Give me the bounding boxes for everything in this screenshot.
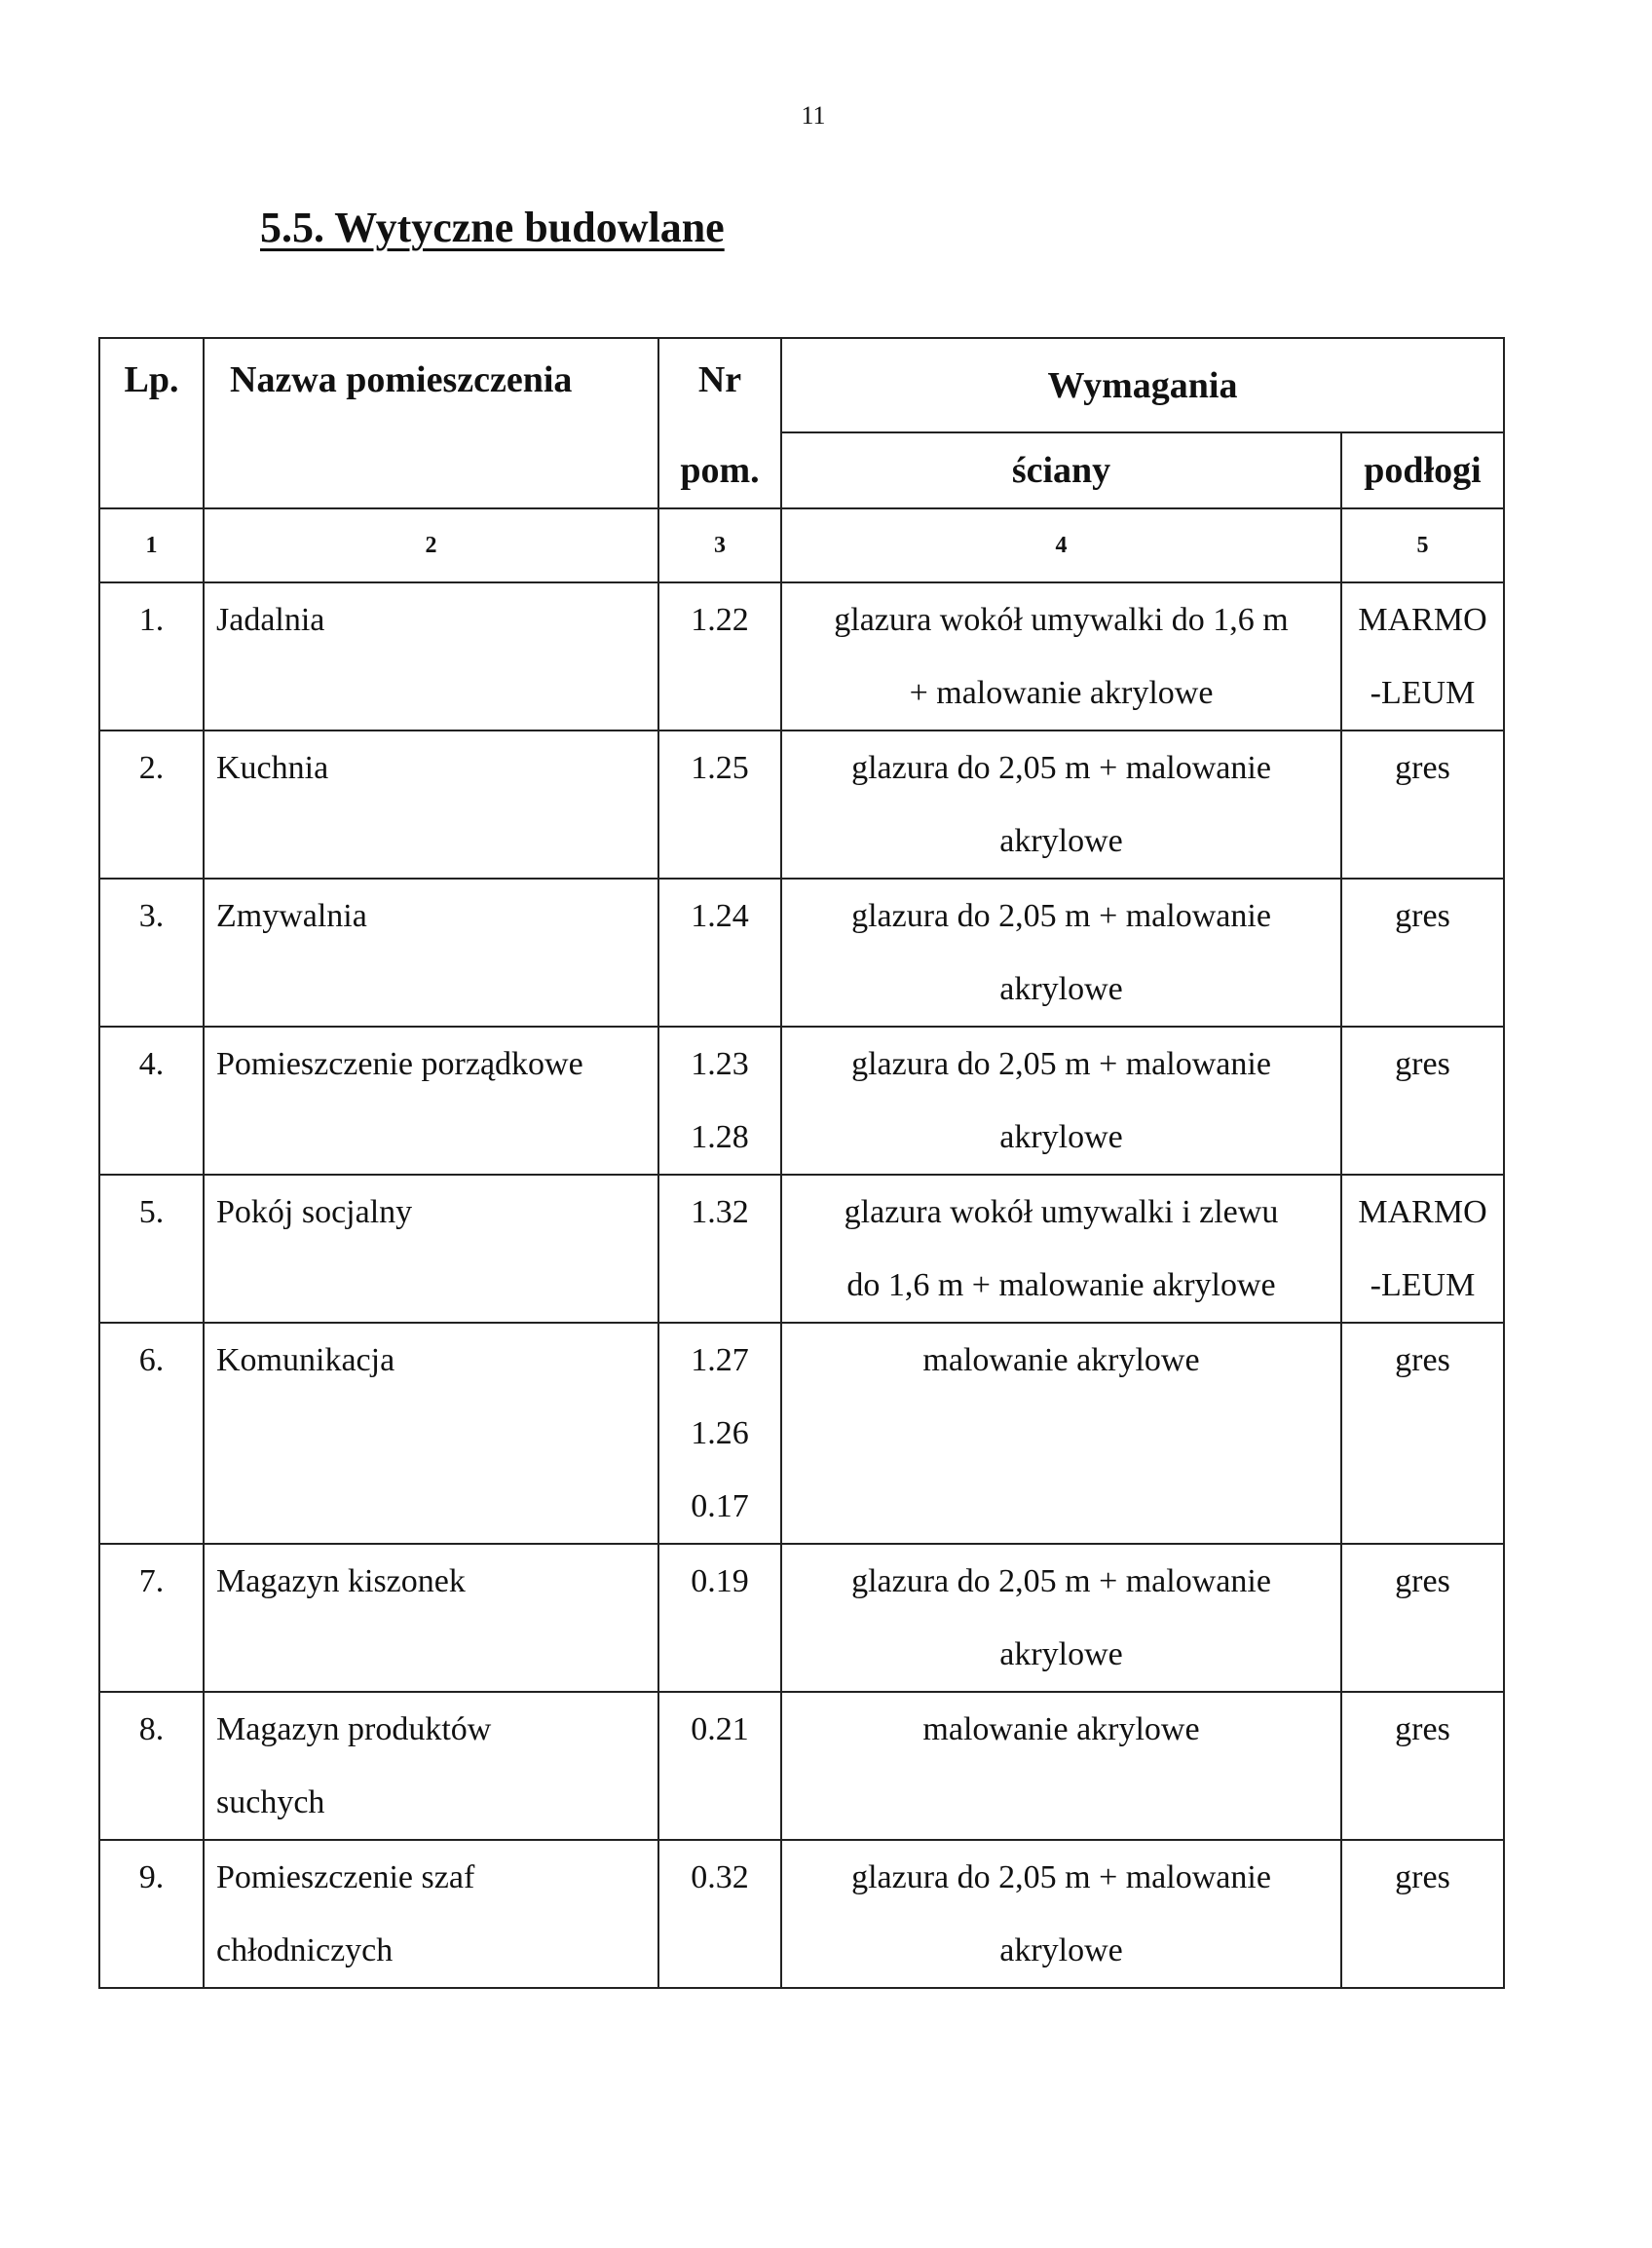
room-name-cell: [204, 731, 658, 879]
header-requirements: Wymagania: [781, 338, 1504, 432]
row-number: 2.: [138, 750, 165, 786]
room-number: 1.28: [691, 1119, 749, 1155]
table-row: [99, 1323, 1504, 1544]
floor-requirement-cell: [1341, 1175, 1504, 1323]
room-number: 0.17: [691, 1488, 749, 1524]
header-walls: ściany: [781, 432, 1341, 508]
table-row: [99, 1544, 1504, 1692]
room-number-cell: [658, 731, 781, 879]
table-row: [99, 1027, 1504, 1175]
room-number-cell: [658, 1692, 781, 1840]
row-number-cell: [99, 1692, 204, 1840]
room-name-cell: [204, 1175, 658, 1323]
room-name: suchych: [216, 1784, 325, 1820]
wall-requirement: malowanie akrylowe: [922, 1711, 1200, 1747]
row-number: 9.: [138, 1859, 165, 1895]
wall-requirement: glazura wokół umywalki do 1,6 m: [834, 602, 1289, 638]
room-name-cell: [204, 879, 658, 1027]
header-room-number-suffix: pom.: [658, 432, 781, 508]
header-floors: podłogi: [1341, 432, 1504, 508]
wall-requirement-cell: [781, 1840, 1341, 1988]
floor-requirement: gres: [1395, 1046, 1450, 1082]
column-number: 3: [658, 508, 781, 582]
room-name: Pomieszczenie szaf: [216, 1859, 475, 1895]
floor-requirement-cell: [1341, 1840, 1504, 1988]
table-row: [99, 1692, 1504, 1840]
row-number-cell: [99, 1323, 204, 1544]
wall-requirement: + malowanie akrylowe: [909, 675, 1214, 711]
room-name: Magazyn kiszonek: [216, 1563, 466, 1599]
room-number-cell: [658, 1323, 781, 1544]
wall-requirement: glazura wokół umywalki i zlewu: [844, 1194, 1279, 1230]
table-row: [99, 582, 1504, 731]
floor-requirement: gres: [1395, 1563, 1450, 1599]
wall-requirement: glazura do 2,05 m + malowanie: [851, 1563, 1271, 1599]
wall-requirement: akrylowe: [999, 1636, 1123, 1672]
row-number: 8.: [138, 1711, 165, 1747]
room-name-cell: [204, 1544, 658, 1692]
room-name-cell: [204, 1840, 658, 1988]
wall-requirement: glazura do 2,05 m + malowanie: [851, 898, 1271, 934]
header-room-number: Nr: [658, 338, 781, 432]
room-number-cell: [658, 879, 781, 1027]
wall-requirement: akrylowe: [999, 823, 1123, 859]
column-number: 2: [204, 508, 658, 582]
room-number: 1.22: [691, 602, 749, 638]
column-number: 5: [1341, 508, 1504, 582]
floor-requirement-cell: [1341, 879, 1504, 1027]
wall-requirement-cell: [781, 1323, 1341, 1544]
row-number: 5.: [138, 1194, 165, 1230]
room-name-cell: [204, 582, 658, 731]
floor-requirement-cell: [1341, 731, 1504, 879]
floor-requirement-cell: [1341, 1323, 1504, 1544]
floor-requirement-cell: [1341, 582, 1504, 731]
room-name-cell: [204, 1027, 658, 1175]
room-name: Komunikacja: [216, 1342, 395, 1378]
row-number-cell: [99, 1175, 204, 1323]
wall-requirement-cell: [781, 1544, 1341, 1692]
floor-requirement: -LEUM: [1370, 675, 1476, 711]
header-room-name: Nazwa pomieszczenia: [204, 338, 658, 508]
row-number-cell: [99, 731, 204, 879]
building-requirements-table: [98, 337, 1505, 1989]
room-number-cell: [658, 1027, 781, 1175]
room-number: 0.19: [691, 1563, 749, 1599]
floor-requirement: MARMO: [1358, 602, 1487, 638]
room-name: Pokój socjalny: [216, 1194, 413, 1230]
wall-requirement: akrylowe: [999, 971, 1123, 1007]
wall-requirement-cell: [781, 1692, 1341, 1840]
table-row: [99, 731, 1504, 879]
wall-requirement-cell: [781, 731, 1341, 879]
column-number: 4: [781, 508, 1341, 582]
room-name: Jadalnia: [216, 602, 325, 638]
room-name-cell: [204, 1323, 658, 1544]
room-number: 0.32: [691, 1859, 749, 1895]
floor-requirement: MARMO: [1358, 1194, 1487, 1230]
floor-requirement: gres: [1395, 1859, 1450, 1895]
wall-requirement-cell: [781, 879, 1341, 1027]
room-number: 1.24: [691, 898, 749, 934]
header-lp: Lp.: [99, 338, 204, 508]
row-number-cell: [99, 1544, 204, 1692]
wall-requirement: akrylowe: [999, 1932, 1123, 1968]
floor-requirement: gres: [1395, 1342, 1450, 1378]
floor-requirement-cell: [1341, 1692, 1504, 1840]
wall-requirement: do 1,6 m + malowanie akrylowe: [846, 1267, 1276, 1303]
room-name: Magazyn produktów: [216, 1711, 492, 1747]
table-row: [99, 1840, 1504, 1988]
floor-requirement: gres: [1395, 898, 1450, 934]
row-number: 1.: [138, 602, 165, 638]
room-number-cell: [658, 582, 781, 731]
section-title: 5.5. Wytyczne budowlane: [260, 204, 725, 251]
wall-requirement: akrylowe: [999, 1119, 1123, 1155]
wall-requirement-cell: [781, 582, 1341, 731]
row-number: 3.: [138, 898, 165, 934]
floor-requirement: gres: [1395, 1711, 1450, 1747]
row-number-cell: [99, 1840, 204, 1988]
room-name: Zmywalnia: [216, 898, 367, 934]
table-body: [99, 582, 1504, 1988]
floor-requirement: gres: [1395, 750, 1450, 786]
table-row: [99, 1175, 1504, 1323]
floor-requirement: -LEUM: [1370, 1267, 1476, 1303]
table-row: [99, 879, 1504, 1027]
floor-requirement-cell: [1341, 1027, 1504, 1175]
room-number: 1.27: [691, 1342, 749, 1378]
row-number-cell: [99, 582, 204, 731]
row-number-cell: [99, 1027, 204, 1175]
wall-requirement: glazura do 2,05 m + malowanie: [851, 750, 1271, 786]
room-number-cell: [658, 1544, 781, 1692]
row-number: 6.: [138, 1342, 165, 1378]
wall-requirement: glazura do 2,05 m + malowanie: [851, 1046, 1271, 1082]
page-number: 11: [801, 101, 826, 130]
room-name: Kuchnia: [216, 750, 329, 786]
row-number: 4.: [138, 1046, 165, 1082]
room-name-cell: [204, 1692, 658, 1840]
column-number-row: [99, 508, 1504, 582]
room-number: 1.32: [691, 1194, 749, 1230]
room-number: 0.21: [691, 1711, 749, 1747]
row-number: 7.: [138, 1563, 165, 1599]
room-number: 1.25: [691, 750, 749, 786]
room-number: 1.23: [691, 1046, 749, 1082]
floor-requirement-cell: [1341, 1544, 1504, 1692]
row-number-cell: [99, 879, 204, 1027]
room-number-cell: [658, 1175, 781, 1323]
column-number: 1: [99, 508, 204, 582]
wall-requirement: glazura do 2,05 m + malowanie: [851, 1859, 1271, 1895]
room-number: 1.26: [691, 1415, 749, 1451]
room-number-cell: [658, 1840, 781, 1988]
wall-requirement-cell: [781, 1175, 1341, 1323]
wall-requirement-cell: [781, 1027, 1341, 1175]
room-name: chłodniczych: [216, 1932, 394, 1968]
wall-requirement: malowanie akrylowe: [922, 1342, 1200, 1378]
room-name: Pomieszczenie porządkowe: [216, 1046, 583, 1082]
